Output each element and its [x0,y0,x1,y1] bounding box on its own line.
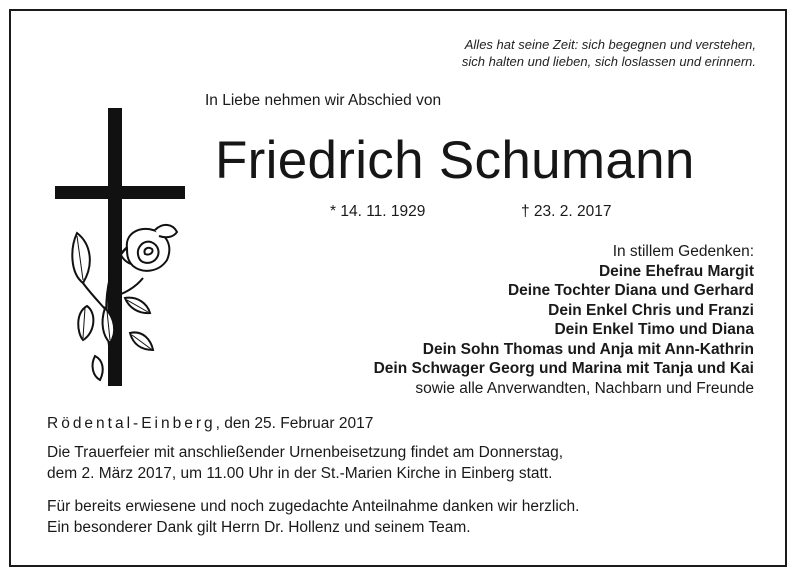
funeral-notice [47,443,563,484]
place-town: Rödental-Einberg [47,415,216,432]
thanks-line-2: Ein besonderer Dank gilt Herrn Dr. Hollenz und seinem Team. [47,518,471,536]
birth-date: * 14. 11. 1929 [330,203,426,220]
funeral-line-2: dem 2. März 2017, um 11.00 Uhr in der St.-Marien Kirche in Einberg statt. [47,464,553,482]
cross-with-rose-icon [55,108,185,388]
mourners-list [374,242,754,398]
mourner-line: Dein Enkel Timo und Diana [554,321,754,338]
funeral-line-1: Die Trauerfeier mit anschließender Urnenbeisetzung findet am Donnerstag, [47,444,564,461]
motto-quote [462,36,756,70]
thanks-notice [47,497,579,538]
place-and-date [47,415,373,433]
death-date: † 23. 2. 2017 [521,203,612,220]
mourner-line: Dein Sohn Thomas und Anja mit Ann-Kathrin [422,340,754,358]
mourner-line: Dein Schwager Georg und Marina mit Tanja und Kai [373,360,754,377]
deceased-name: Friedrich Schumann [215,131,695,190]
intro-text: In Liebe nehmen wir Abschied von [205,92,442,109]
place-date: , den 25. Februar 2017 [215,415,374,432]
motto-line-1: Alles hat seine Zeit: sich begegnen und verstehen, [464,37,756,52]
mourner-line: Deine Tochter Diana und Gerhard [507,282,754,299]
mourner-line: Deine Ehefrau Margit [598,262,754,280]
mourners-heading: In stillem Gedenken: [612,243,754,260]
mourners-others: sowie alle Anverwandten, Nachbarn und Freunde [415,379,754,397]
motto-line-2: sich halten und lieben, sich loslassen und erinnern. [461,54,756,69]
mourner-line: Dein Enkel Chris und Franzi [548,301,754,319]
thanks-line-1: Für bereits erwiesene und noch zugedachte Anteilnahme danken wir herzlich. [47,498,580,515]
